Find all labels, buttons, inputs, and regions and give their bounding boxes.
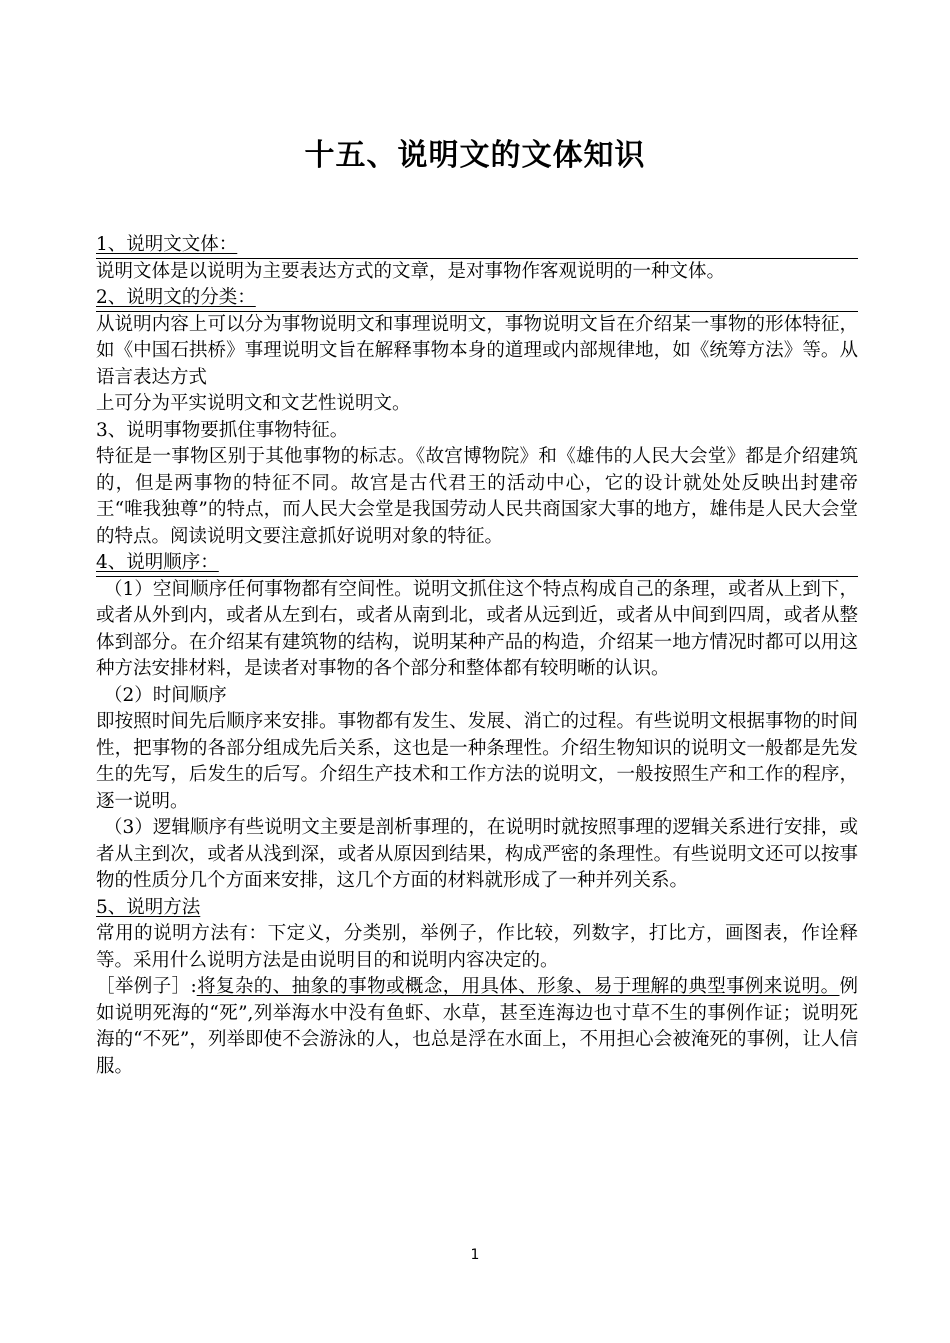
- section-2-text: 从说明内容上可以分为事物说明文和事理说明文，事物说明文旨在介绍某一事物的形体特征，如《中国石拱桥》事理说明文旨在解释事物本身的道理或内部规律地，如《统筹方法》等。从语言表达方式: [96, 313, 858, 388]
- example-method-text: 例如说明死海的“死”,列举海水中没有鱼虾、水草，甚至连海边也寸草不生的事例作证；说明死海的“不死”，列举即使不会游泳的人，也总是浮在水面上，不用担心会被淹死的事例，让人信服。: [96, 976, 858, 1077]
- page-title: 十五、说明文的文体知识: [304, 138, 646, 173]
- example-method-definition: 将复杂的、抽象的事物或概念，用具体、形象、易于理解的典型事例来说明。: [196, 976, 840, 997]
- time-order-label: （2）时间顺序: [104, 684, 227, 706]
- example-method-paragraph: [96, 974, 858, 1080]
- section-4-heading-text: 4、说明顺序：: [96, 552, 219, 573]
- section-1-text: 说明文体是以说明为主要表达方式的文章，是对事物作客观说明的一种文体。: [96, 260, 726, 282]
- document-body: [96, 232, 858, 1080]
- logical-order-paragraph: （3）逻辑顺序有些说明文主要是剖析事理的，在说明时就按照事理的逻辑关系进行安排，或者从主到次，或者从浅到深，或者从原因到结果，构成严密的条理性。有些说明文还可以按事物的性质分几个方面来安排，这几个方面的材料就形成了一种并列关系。: [96, 817, 858, 891]
- section-2-heading-text: 2、说明文的分类：: [96, 287, 256, 308]
- section-5-heading-text: 5、说明方法: [96, 896, 201, 918]
- section-2-heading: [96, 285, 858, 312]
- section-4-heading: [96, 550, 858, 577]
- time-order-paragraph: 即按照时间先后顺序来安排。事物都有发生、发展、消亡的过程。有些说明文根据事物的时间性，把事物的各部分组成先后关系，这也是一种条理性。介绍生物知识的说明文一般都是先发生的先写，后发生的后写。介绍生产技术和工作方法的说明文，一般按照生产和工作的程序，逐一说明。: [96, 711, 858, 812]
- example-method-label: ［举例子］:: [96, 976, 197, 997]
- section-3-text: 特征是一事物区别于其他事物的标志。《故宫博物院》和《雄伟的人民大会堂》都是介绍建筑的，但是两事物的特征不同。故宫是古代君王的活动中心，它的设计就处处反映出封建帝王“唯我独尊”的特点，而人民大会堂是我国劳动人民共商国家大事的地方，雄伟是人民大会堂的特点。阅读说明文要注意抓好说明对象的特征。: [96, 446, 858, 547]
- page-number: 1: [470, 1247, 480, 1263]
- section-2-text-continued: 上可分为平实说明文和文艺性说明文。: [96, 393, 411, 414]
- section-5-heading: [96, 895, 858, 922]
- section-1-heading: [96, 232, 858, 259]
- spatial-order-paragraph: （1）空间顺序任何事物都有空间性。说明文抓住这个特点构成自己的条理，或者从上到下，或者从外到内，或者从左到右，或者从南到北，或者从远到近，或者从中间到四周，或者从整体到部分。在介绍某有建筑物的结构，说明某种产品的构造，介绍某一地方情况时都可以用这种方法安排材料，是读者对事物的各个部分和整体都有较明晰的认识。: [96, 578, 858, 679]
- section-1-heading-text: 1、说明文文体：: [96, 234, 238, 255]
- methods-paragraph: 常用的说明方法有：下定义，分类别，举例子，作比较，列数字，打比方，画图表，作诠释等。采用什么说明方法是由说明目的和说明内容决定的。: [96, 923, 858, 971]
- section-3-heading: 3、说明事物要抓住事物特征。: [96, 419, 349, 441]
